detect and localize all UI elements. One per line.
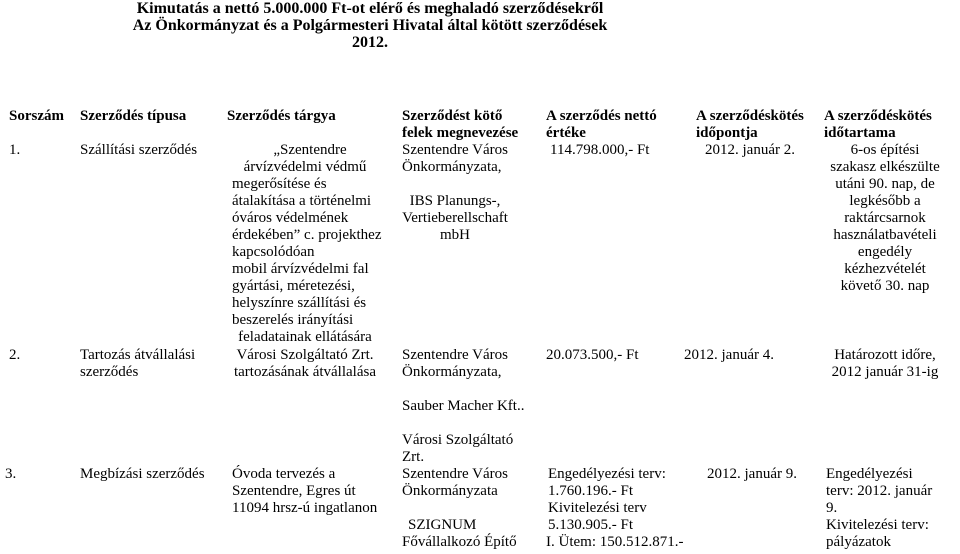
table-row-1-targy-10: helyszínre szállítási és (232, 295, 367, 311)
table-row-1-tipus: Szállítási szerződés (80, 142, 198, 158)
table-row-1-targy-5: óváros védelmének (232, 210, 349, 226)
table-row-2-ertek: 20.073.500,- Ft (546, 347, 639, 363)
header-sorszam: Sorszám (9, 108, 64, 124)
table-row-3-ertek-3: Kivitelezési terv (548, 500, 647, 516)
table-row-1-felek-2: Önkormányzata, (402, 159, 502, 175)
header-felek-2: felek megnevezése (402, 125, 519, 141)
table-row-3-targy-2: Szentendre, Egres út (232, 483, 356, 499)
table-row-3-idotartam-1: Engedélyezési (826, 466, 913, 482)
table-row-1-sorszam: 1. (9, 142, 21, 158)
table-row-1-idotartam-1: 6-os építési (850, 142, 920, 158)
table-row-1-idotartam-3: utáni 90. nap, de (835, 176, 935, 192)
header-ertek-2: értéke (546, 125, 586, 141)
table-row-3-targy-3: 11094 hrsz-ú ingatlanon (232, 500, 378, 516)
table-row-3-idotartam-3: 9. (826, 500, 838, 516)
table-row-3-targy-1: Óvoda tervezés a (232, 466, 336, 482)
header-idotartam-1: A szerződéskötés (824, 108, 932, 124)
table-row-2-felek-2: Önkormányzata, (402, 364, 502, 380)
table-row-2-felek-1: Szentendre Város (402, 347, 508, 363)
header-idopont-2: időpontja (696, 125, 758, 141)
table-row-1-targy-6: érdekében” c. projekthez (232, 227, 382, 243)
table-row-1-targy-4: átalakítása a történelmi (232, 193, 372, 209)
table-row-2-targy-1: Városi Szolgáltató Zrt. (236, 347, 374, 363)
table-row-2-idotartam-2: 2012 január 31-ig (831, 364, 939, 380)
table-row-2-tipus-1: Tartozás átvállalási (80, 347, 196, 363)
title-line-3: 2012. (352, 34, 388, 51)
table-row-1-felek-6: mbH (440, 227, 470, 243)
table-row-2-felek-4: Sauber Macher Kft.. (402, 398, 525, 414)
header-idotartam-2: időtartama (824, 125, 896, 141)
table-row-2-idotartam-1: Határozott időre, (834, 347, 936, 363)
table-row-3-felek-5: Fővállalkozó Építő (402, 534, 517, 550)
table-row-2-sorszam: 2. (9, 347, 21, 363)
table-row-1-ertek: 114.798.000,- Ft (550, 142, 650, 158)
table-row-2-felek-6: Városi Szolgáltató (402, 432, 514, 448)
table-row-1-idotartam-5: raktárcsarnok (844, 210, 926, 226)
table-row-3-idotartam-2: terv: 2012. január (826, 483, 933, 499)
table-row-1-idotartam-2: szakasz elkészülte (830, 159, 940, 175)
table-row-3-ertek-1: Engedélyezési terv: (548, 466, 666, 482)
table-row-3-felek-4: SZIGNUM (408, 517, 477, 533)
table-row-3-ertek-4: 5.130.905.- Ft (548, 517, 634, 533)
table-row-1-targy-11: beszerelés irányítási (232, 312, 354, 328)
header-ertek-1: A szerződés nettó (546, 108, 657, 124)
table-row-1-targy-9: gyártási, méretezési, (232, 278, 355, 294)
table-row-3-idotartam-5: pályázatok (826, 534, 891, 550)
table-row-3-felek-1: Szentendre Város (402, 466, 508, 482)
table-row-2-tipus-2: szerződés (80, 364, 139, 380)
table-row-3-ertek-2: 1.760.196.- Ft (548, 483, 634, 499)
table-row-1-felek-5: Vertieberellschaft (402, 210, 508, 226)
table-row-1-idotartam-4: legkésőbb a (849, 193, 921, 209)
table-row-1-targy-7: kapcsolódóan (232, 244, 315, 260)
table-row-1-targy-12: feladatainak ellátására (238, 329, 372, 345)
table-row-2-targy-2: tartozásának átvállalása (233, 364, 376, 380)
header-targy: Szerződés tárgya (227, 108, 336, 124)
table-row-3-felek-2: Önkormányzata (402, 483, 498, 499)
table-row-1-idotartam-7: engedély (857, 244, 913, 260)
table-row-1-targy-1: „Szentendre (273, 142, 347, 158)
header-felek-1: Szerződést kötő (402, 108, 503, 124)
table-row-1-felek-4: IBS Planungs-, (409, 193, 501, 209)
table-row-1-targy-2: árvízvédelmi védmű (243, 159, 367, 175)
table-row-1-felek-1: Szentendre Város (402, 142, 508, 158)
title-line-2: Az Önkormányzat és a Polgármesteri Hivatal által kötött szerződések (132, 17, 608, 34)
table-row-1-idopont: 2012. január 2. (705, 142, 795, 158)
table-row-3-idotartam-4: Kivitelezési terv: (826, 517, 929, 533)
table-row-1-idotartam-6: használatbavételi (833, 227, 937, 243)
table-row-2-felek-7: Zrt. (402, 449, 425, 465)
table-row-3-idopont: 2012. január 9. (707, 466, 797, 482)
header-idopont-1: A szerződéskötés (696, 108, 804, 124)
header-tipus: Szerződés típusa (80, 108, 187, 124)
table-row-1-targy-8: mobil árvízvédelmi fal (232, 261, 369, 277)
table-row-3-sorszam: 3. (5, 466, 17, 482)
title-line-1: Kimutatás a nettó 5.000.000 Ft-ot elérő és meghaladó szerződésekről (136, 0, 604, 17)
table-row-1-idotartam-9: követő 30. nap (840, 278, 930, 294)
table-row-3-ertek-5: I. Ütem: 150.512.871.- (546, 534, 684, 550)
table-row-1-idotartam-8: kézhezvételét (844, 261, 926, 277)
table-row-1-targy-3: megerősítése és (232, 176, 327, 192)
table-row-2-idopont: 2012. január 4. (684, 347, 774, 363)
table-row-3-tipus: Megbízási szerződés (80, 466, 205, 482)
